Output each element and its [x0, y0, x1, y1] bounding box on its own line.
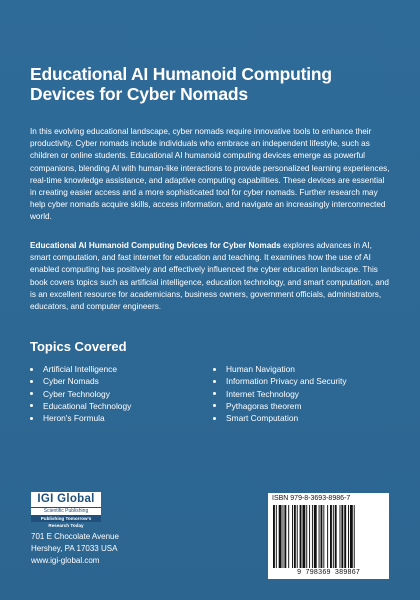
- barcode-bar: [279, 505, 282, 568]
- description-text: explores advances in AI, smart computation, and fast internet for education and teaching. It examines how the use of AI enabled computing has positively and effectively influenced the cyber education landscape. This book covers topics such as artificial intelligence, education technology, and smart computation, and is an excellent resource for academicians, business owners, government officials, administrators, educators, and computer engineers.: [30, 241, 389, 312]
- barcode-bar: [312, 505, 313, 568]
- topic-item: Cyber Technology: [30, 388, 131, 400]
- address-line-2: Hershey, PA 17033 USA: [31, 544, 118, 553]
- topics-list-right: [213, 363, 347, 424]
- topic-item: Human Navigation: [213, 363, 347, 375]
- barcode-bar: [323, 505, 324, 568]
- barcode-bar: [297, 505, 298, 568]
- barcode-bar: [319, 505, 320, 568]
- description-lead-title: Educational AI Humanoid Computing Devices for Cyber Nomads: [30, 241, 281, 250]
- barcode-bar: [327, 505, 328, 568]
- barcode-bar: [335, 505, 337, 568]
- barcode-bar: [284, 505, 286, 568]
- description-paragraph: [30, 240, 392, 313]
- barcode-bar: [288, 505, 289, 568]
- barcode-bar: [276, 505, 277, 568]
- topics-heading: Topics Covered: [30, 339, 127, 354]
- barcode-bar: [341, 505, 343, 568]
- barcode-bar: [273, 505, 275, 568]
- barcode-bars: [271, 505, 386, 568]
- publisher-website: www.igi-global.com: [31, 556, 100, 565]
- publisher-logo-tagline: Publishing Tomorrow's Research Today: [31, 515, 101, 522]
- intro-paragraph: In this evolving educational landscape, cyber nomads require innovative tools to enhance their productivity. Cyber nomads include individuals who embrace an independent lifestyle, such as children or online students. Educational AI humanoid computing devices emerge as powerful companions, blending AI with human-like interactions to provide personalized learning experiences, real-time knowledge assistance, and adaptive computing capabilities. These devices are essential in creating easier access and a more sophisticated tool for cyber nomads. Further research may help cyber nomads acquire skills, access information, and navigate an increasingly interconnected world.: [30, 127, 390, 222]
- topic-item: Internet Technology: [213, 388, 347, 400]
- topic-item: Smart Computation: [213, 412, 347, 424]
- barcode-bar: [344, 505, 346, 568]
- barcode-bar: [350, 505, 353, 568]
- barcode-bar: [292, 505, 293, 568]
- barcode-bar: [348, 505, 349, 568]
- barcode-bar: [300, 505, 302, 568]
- publisher-logo-sub: Scientific Publishing: [31, 507, 101, 515]
- barcode-bar: [314, 505, 317, 568]
- topic-item: Information Privacy and Security: [213, 375, 347, 387]
- topic-item: Heron's Formula: [30, 412, 131, 424]
- barcode-bar: [294, 505, 296, 568]
- barcode-bar: [340, 505, 341, 568]
- barcode-bar: [302, 505, 305, 568]
- topic-item: Artificial Intelligence: [30, 363, 131, 375]
- publisher-logo: [31, 492, 101, 528]
- barcode-bar: [283, 505, 284, 568]
- barcode-bar: [333, 505, 334, 568]
- isbn-label: ISBN 979-8-3693-8986-7: [272, 495, 351, 502]
- isbn-barcode: [268, 493, 389, 579]
- barcode-bar: [354, 505, 355, 568]
- topic-item: Educational Technology: [30, 400, 131, 412]
- barcode-number: 9 798369 389867: [296, 569, 360, 577]
- publisher-address: [31, 531, 119, 567]
- book-title: Educational AI Humanoid Computing Devices for Cyber Nomads: [30, 64, 332, 104]
- barcode-bar: [321, 505, 323, 568]
- barcode-bar: [330, 505, 332, 568]
- barcode-bar: [306, 505, 307, 568]
- topics-list-left: [30, 363, 131, 424]
- address-line-1: 701 E Chocolate Avenue: [31, 532, 119, 541]
- topic-item: Pythagoras theorem: [213, 400, 347, 412]
- topic-item: Cyber Nomads: [30, 375, 131, 387]
- barcode-bar: [309, 505, 310, 568]
- publisher-logo-name: IGI Global: [31, 492, 101, 507]
